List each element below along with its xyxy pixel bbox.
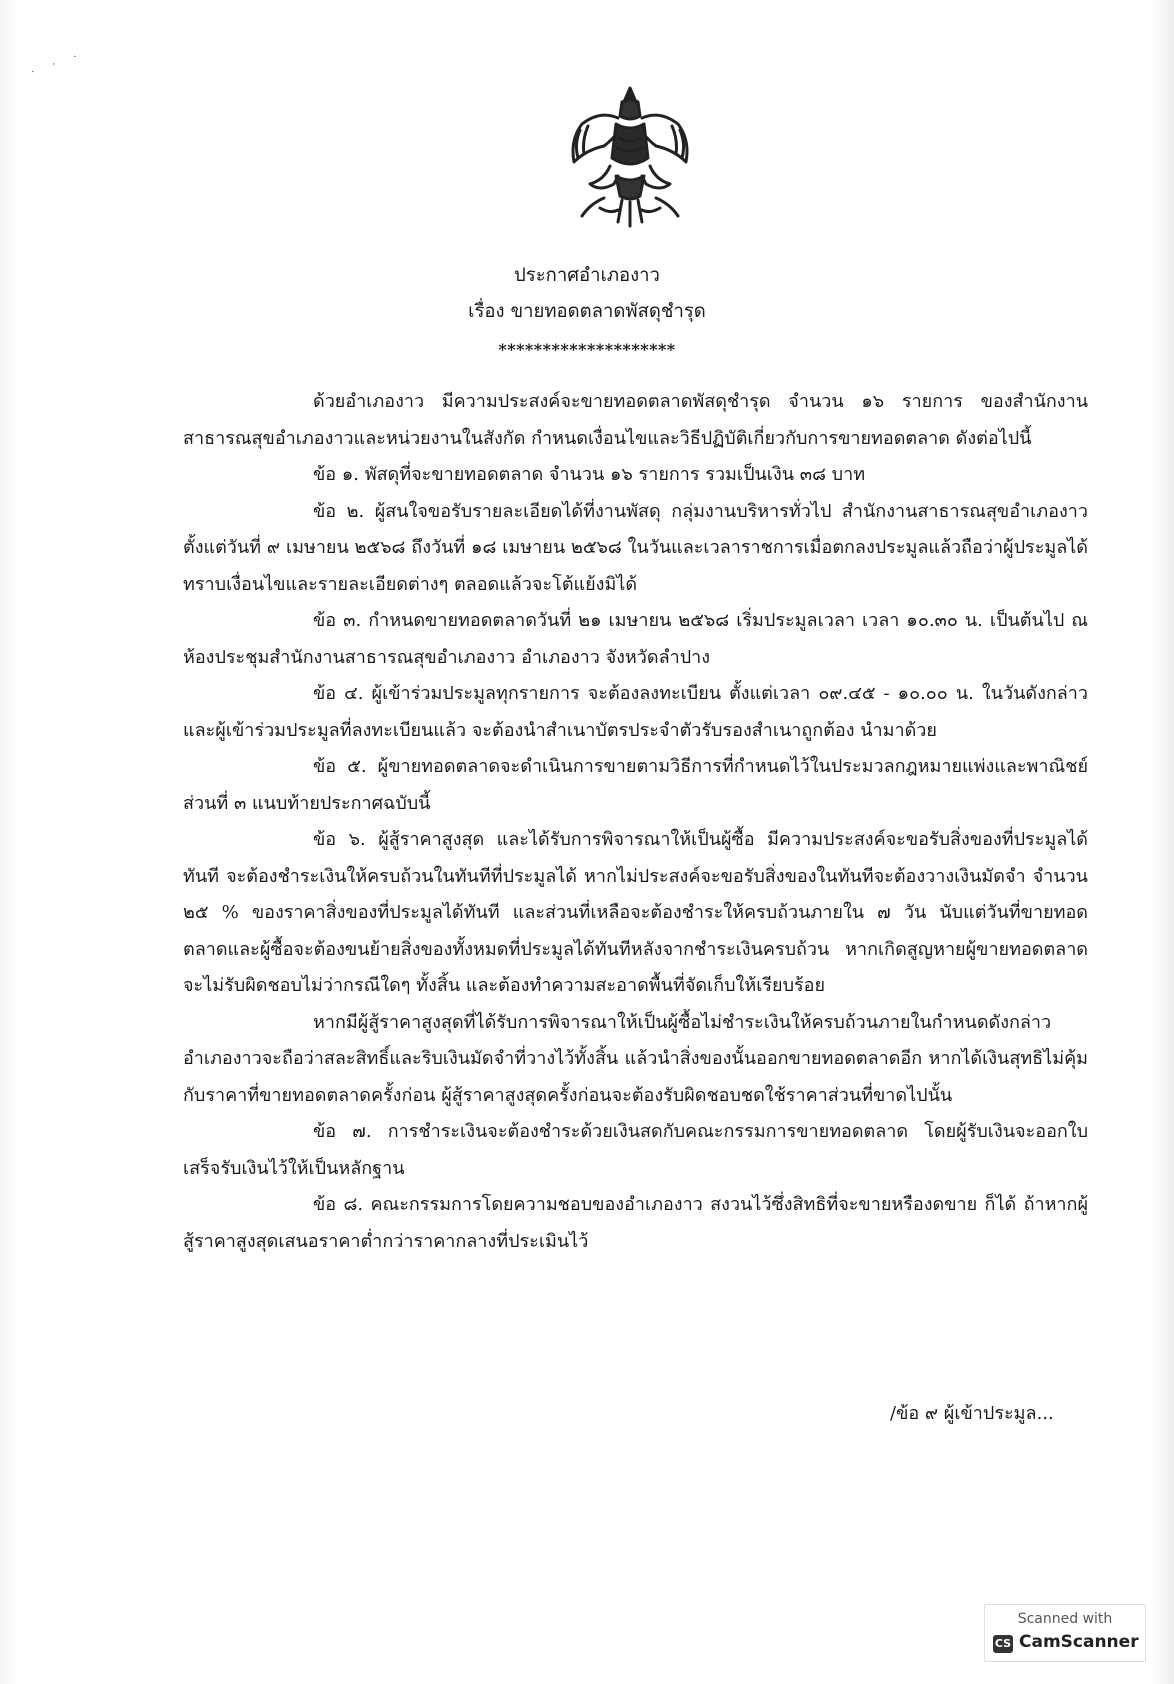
camscanner-watermark [984, 1604, 1146, 1662]
header-divider: ******************** [498, 340, 676, 359]
scan-specks: · · · [29, 48, 87, 79]
continuation-note: /ข้อ ๙ ผู้เข้าประมูล... [890, 1403, 1054, 1424]
garuda-emblem [560, 80, 700, 230]
clause-8: ข้อ ๘. คณะกรรมการโดยความชอบของอำเภองาว สงวนไว้ซึ่งสิทธิที่จะขายหรืองดขาย ก็ได้ ถ้าหากผู้สู้ราคาสูงสุดเสนอราคาต่ำกว่าราคากลางที่ประเมินไว้ [183, 1194, 1088, 1252]
paragraph-intro: ด้วยอำเภองาว มีความประสงค์จะขายทอดตลาดพัสดุชำรุด จำนวน ๑๖ รายการ ของสำนักงานสาธารณสุขอำเภองาวและหน่วยงานในสังกัด กำหนดเงื่อนไขและวิธีปฏิบัติเกี่ยวกับการขายทอดตลาด ดังต่อไปนี้ [183, 391, 1088, 449]
announcement-title: ประกาศอำเภองาว [514, 265, 660, 286]
clause-3: ข้อ ๓. กำหนดขายทอดตลาดวันที่ ๒๑ เมษายน ๒๕๖๘ เริ่มประมูลเวลา เวลา ๑๐.๓๐ น. เป็นต้นไป ณ ห้องประชุมสำนักงานสาธารณสุขอำเภองาว อำเภองาว จังหวัดลำปาง [183, 610, 1089, 668]
clause-7: ข้อ ๗. การชำระเงินจะต้องชำระด้วยเงินสดกับคณะกรรมการขายทอดตลาด โดยผู้รับเงินจะออกใบเสร็จรับเงินไว้ให้เป็นหลักฐาน [183, 1121, 1088, 1179]
clause-1: ข้อ ๑. พัสดุที่จะขายทอดตลาด จำนวน ๑๖ รายการ รวมเป็นเงิน ๓๘ บาท [313, 464, 866, 485]
document-header [0, 258, 1174, 330]
clause-2: ข้อ ๒. ผู้สนใจขอรับรายละเอียดได้ที่งานพัสดุ กลุ่มงานบริหารทั่วไป สำนักงานสาธารณสุขอำเภองาว ตั้งแต่วันที่ ๙ เมษายน ๒๕๖๘ ถึงวันที่ ๑๘ เมษายน ๒๕๖๘ ในวันและเวลาราชการเมื่อตกลงประมูลแล้วถือว่าผู้ประมูลได้ทราบเงื่อนไขและรายละเอียดต่างๆ ตลอดแล้วจะโต้แย้งมิได้ [183, 500, 1088, 595]
clause-6: ข้อ ๖. ผู้สู้ราคาสูงสุด และได้รับการพิจารณาให้เป็นผู้ซื้อ มีความประสงค์จะขอรับสิ่งของที่ประมูลได้ทันที จะต้องชำระเงินให้ครบถ้วนในทันทีที่ประมูลได้ หากไม่ประสงค์จะขอรับสิ่งของในทันทีจะต้องวางเงินมัดจำ จำนวน ๒๕ % ของราคาสิ่งของที่ประมูลได้ทันที และส่วนที่เหลือจะต้องชำระให้ครบถ้วนภายใน ๗ วัน นับแต่วันที่ขายทอดตลาดและผู้ซื้อจะต้องขนย้ายสิ่งของทั้งหมดที่ประมูลได้ทันทีหลังจากชำระเงินครบถ้วน หากเกิดสูญหายผู้ขายทอดตลาดจะไม่รับผิดชอบไม่ว่ากรณีใดๆ ทั้งสิ้น และต้องทำความสะอาดพื้นที่จัดเก็บให้เรียบร้อย [183, 829, 1088, 996]
watermark-brand: CamScanner [1019, 1632, 1139, 1652]
clause-5: ข้อ ๕. ผู้ขายทอดตลาดจะดำเนินการขายตามวิธีการที่กำหนดไว้ในประมวลกฎหมายแพ่งและพาณิชย์ส่วนที่ ๓ แนบท้ายประกาศฉบับนี้ [183, 756, 1088, 814]
document-body [183, 384, 1088, 1260]
camscanner-logo-icon: CS [993, 1635, 1013, 1653]
clause-4: ข้อ ๔. ผู้เข้าร่วมประมูลทุกรายการ จะต้องลงทะเบียน ตั้งแต่เวลา ๐๙.๔๕ - ๑๐.๐๐ น. ในวันดังกล่าว และผู้เข้าร่วมประมูลที่ลงทะเบียนแล้ว จะต้องนำสำเนาบัตรประจำตัวรับรองสำเนาถูกต้อง นำมาด้วย [183, 683, 1088, 741]
clause-6-continued: หากมีผู้สู้ราคาสูงสุดที่ได้รับการพิจารณาให้เป็นผู้ซื้อไม่ชำระเงินให้ครบถ้วนภายในกำหนดดังกล่าว อำเภองาวจะถือว่าสละสิทธิ์และริบเงินมัดจำที่วางไว้ทั้งสิ้น แล้วนำสิ่งของนั้นออกขายทอดตลาดอีก หากได้เงินสุทธิไม่คุ้มกับราคาที่ขายทอดตลาดครั้งก่อน ผู้สู้ราคาสูงสุดครั้งก่อนจะต้องรับผิดชอบชดใช้ราคาส่วนที่ขาดไปนั้น [183, 1011, 1088, 1106]
announcement-subject: เรื่อง ขายทอดตลาดพัสดุชำรุด [468, 301, 706, 322]
watermark-caption: Scanned with [1017, 1611, 1113, 1627]
